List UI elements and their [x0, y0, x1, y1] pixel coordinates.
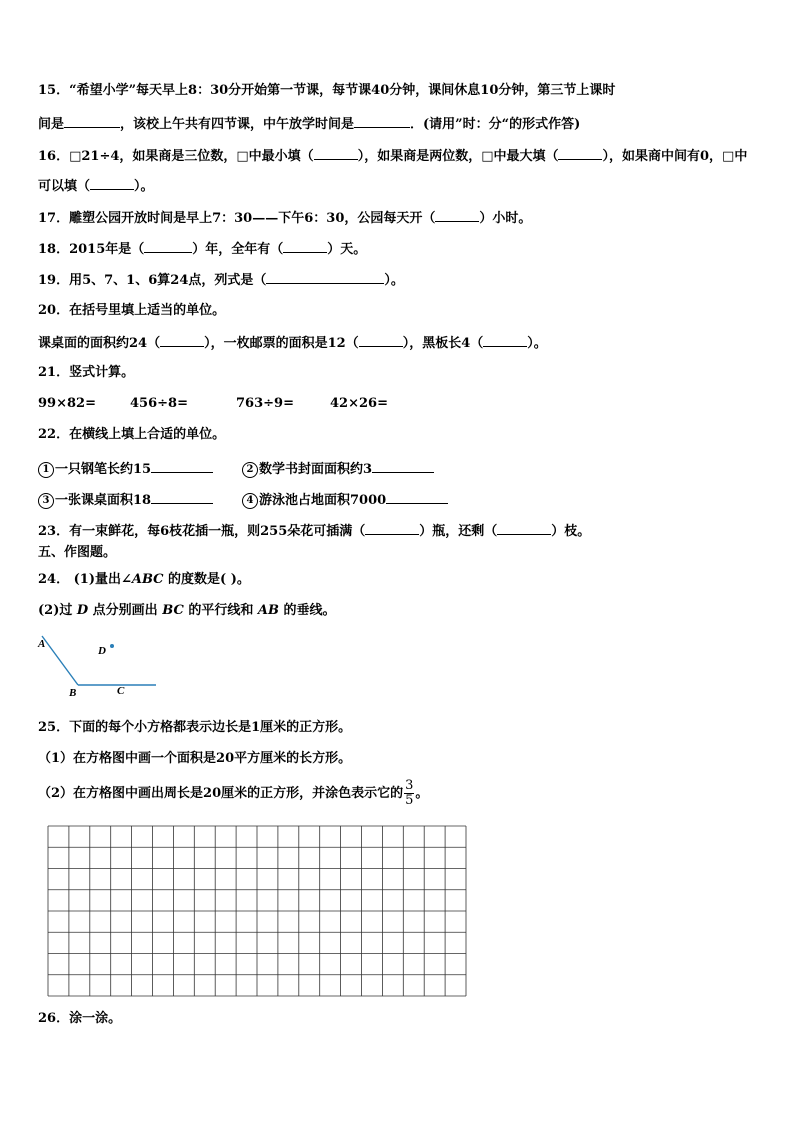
q22-title: 22．在横线上填上合适的单位。	[38, 427, 226, 442]
q20-text-d: ）。	[527, 336, 547, 351]
label-d: D	[98, 645, 106, 657]
q16-text-c: ），如果商中间有0，□中	[602, 149, 748, 164]
angle-diagram	[30, 630, 170, 700]
q15-line2	[38, 113, 580, 134]
q20-text-a: 课桌面的面积约24（	[38, 336, 161, 351]
q16-blank-3[interactable]	[90, 176, 134, 190]
q16-blank-2[interactable]	[558, 146, 602, 160]
q25-part2	[38, 777, 428, 811]
q15-line1: 15．“希望小学”每天早上8：30分开始第一节课，每节课40分钟，课间休息10分钟，第三节上课时	[38, 83, 616, 98]
segment-ab	[42, 636, 78, 685]
fraction-three-fifths	[404, 779, 414, 808]
q23-text-a: 23．有一束鲜花，每6枝花插一瓶，则255朵花可插满（	[38, 524, 366, 539]
label-a: A	[38, 638, 46, 650]
label-b: B	[69, 687, 77, 699]
circled-number-4: 4	[242, 493, 258, 509]
q22-item-2	[242, 458, 434, 479]
q15-text-c: ．(请用”时：分“的形式作答)	[410, 117, 581, 132]
fraction-denominator: 5	[405, 793, 414, 808]
q18-text-b: ）年，全年有（	[192, 242, 284, 257]
q23-line	[38, 521, 590, 541]
q21-item-3: 763÷9=	[236, 396, 294, 411]
q26-title: 26．涂一涂。	[38, 1011, 122, 1026]
q22-item-1	[38, 458, 213, 479]
q15-text-b: ，该校上午共有四节课，中午放学时间是	[120, 117, 355, 132]
q22-blank-3[interactable]	[151, 489, 213, 504]
q20-text-b: ），一枚邮票的面积是12（	[204, 336, 359, 351]
q17-line	[38, 208, 531, 228]
q24-line2	[38, 602, 335, 620]
q23-text-b: ）瓶，还剩（	[419, 524, 498, 539]
label-c: C	[117, 685, 125, 697]
q24-angle-name: ABC	[131, 572, 164, 587]
q18-blank-1[interactable]	[144, 239, 192, 253]
circled-number-1: 1	[38, 462, 54, 478]
q22-item-2-text: 数学书封面面积约3	[259, 462, 373, 477]
q20-blank-2[interactable]	[359, 333, 403, 347]
q18-text-c: ）天。	[327, 242, 367, 257]
q19-line	[38, 270, 404, 290]
q22-item-3	[38, 489, 213, 510]
q17-blank[interactable]	[435, 208, 479, 222]
q16-blank-1[interactable]	[314, 146, 358, 160]
q25-part2-end: 。	[415, 786, 429, 801]
q24-text-a: 24． (1)量出∠	[38, 572, 132, 587]
q19-text-a: 19．用5、7、1、6算24点，列式是（	[38, 273, 267, 288]
q24-point-d: D	[76, 603, 89, 618]
q15-text-a: 间是	[38, 117, 65, 132]
q19-text-b: ）。	[384, 273, 404, 288]
q21-item-1: 99×82=	[38, 396, 96, 411]
q25-part2-text: （2）在方格图中画出周长是20厘米的正方形，并涂色表示它的	[38, 786, 404, 801]
q15-blank-1[interactable]	[64, 113, 120, 128]
q17-text-b: ）小时。	[479, 211, 532, 226]
q20-blank-1[interactable]	[160, 333, 204, 347]
q22-item-3-text: 一张课桌面积18	[55, 493, 152, 508]
point-d-dot	[110, 644, 114, 648]
q22-item-4-text: 游泳池占地面积7000	[259, 493, 387, 508]
q25-part1: （1）在方格图中画一个面积是20平方厘米的长方形。	[38, 751, 352, 766]
q25-title: 25．下面的每个小方格都表示边长是1厘米的正方形。	[38, 720, 352, 735]
fraction-numerator: 3	[405, 778, 414, 793]
q16-text-a: 16．□21÷4，如果商是三位数，□中最小填（	[38, 149, 314, 164]
q24-text-e: 点分别画出	[88, 603, 163, 618]
q21-item-4: 42×26=	[330, 396, 388, 411]
q24-text-g: 的垂线。	[278, 603, 336, 618]
section-5-heading: 五、作图题。	[38, 545, 117, 560]
q16-text-d: 可以填（	[38, 179, 91, 194]
q16-text-b: ），如果商是两位数，□中最大填（	[357, 149, 559, 164]
q23-text-c: ）枝。	[551, 524, 591, 539]
q23-blank-2[interactable]	[497, 521, 551, 535]
q22-item-4	[242, 489, 448, 510]
q22-item-1-text: 一只钢笔长约15	[55, 462, 152, 477]
square-grid[interactable]	[47, 825, 467, 997]
q22-blank-1[interactable]	[151, 458, 213, 473]
q20-title: 20．在括号里填上适当的单位。	[38, 303, 226, 318]
q22-blank-2[interactable]	[372, 458, 434, 473]
q24-line1	[38, 571, 250, 589]
q18-text-a: 18．2015年是（	[38, 242, 145, 257]
q18-blank-2[interactable]	[283, 239, 327, 253]
q20-blank-3[interactable]	[483, 333, 527, 347]
q18-line	[38, 239, 366, 259]
q20-line	[38, 333, 547, 353]
q24-text-c: 的度数是( )。	[163, 572, 250, 587]
q15-blank-2[interactable]	[354, 113, 410, 128]
q17-text-a: 17．雕塑公园开放时间是早上7：30——下午6：30，公园每天开（	[38, 211, 436, 226]
q24-segment-ab: AB	[257, 603, 279, 618]
q24-text-d: (2)过	[38, 603, 77, 618]
circled-number-2: 2	[242, 462, 258, 478]
q16-line1	[38, 146, 747, 166]
q16-line2	[38, 176, 154, 196]
q16-text-e: ）。	[134, 179, 154, 194]
q20-text-c: ），黑板长4（	[402, 336, 484, 351]
q24-text-f: 的平行线和	[183, 603, 258, 618]
q19-blank[interactable]	[266, 270, 384, 284]
q21-item-2: 456÷8=	[130, 396, 188, 411]
q24-segment-bc: BC	[162, 603, 184, 618]
q21-title: 21．竖式计算。	[38, 365, 135, 380]
circled-number-3: 3	[38, 493, 54, 509]
q23-blank-1[interactable]	[365, 521, 419, 535]
q22-blank-4[interactable]	[386, 489, 448, 504]
